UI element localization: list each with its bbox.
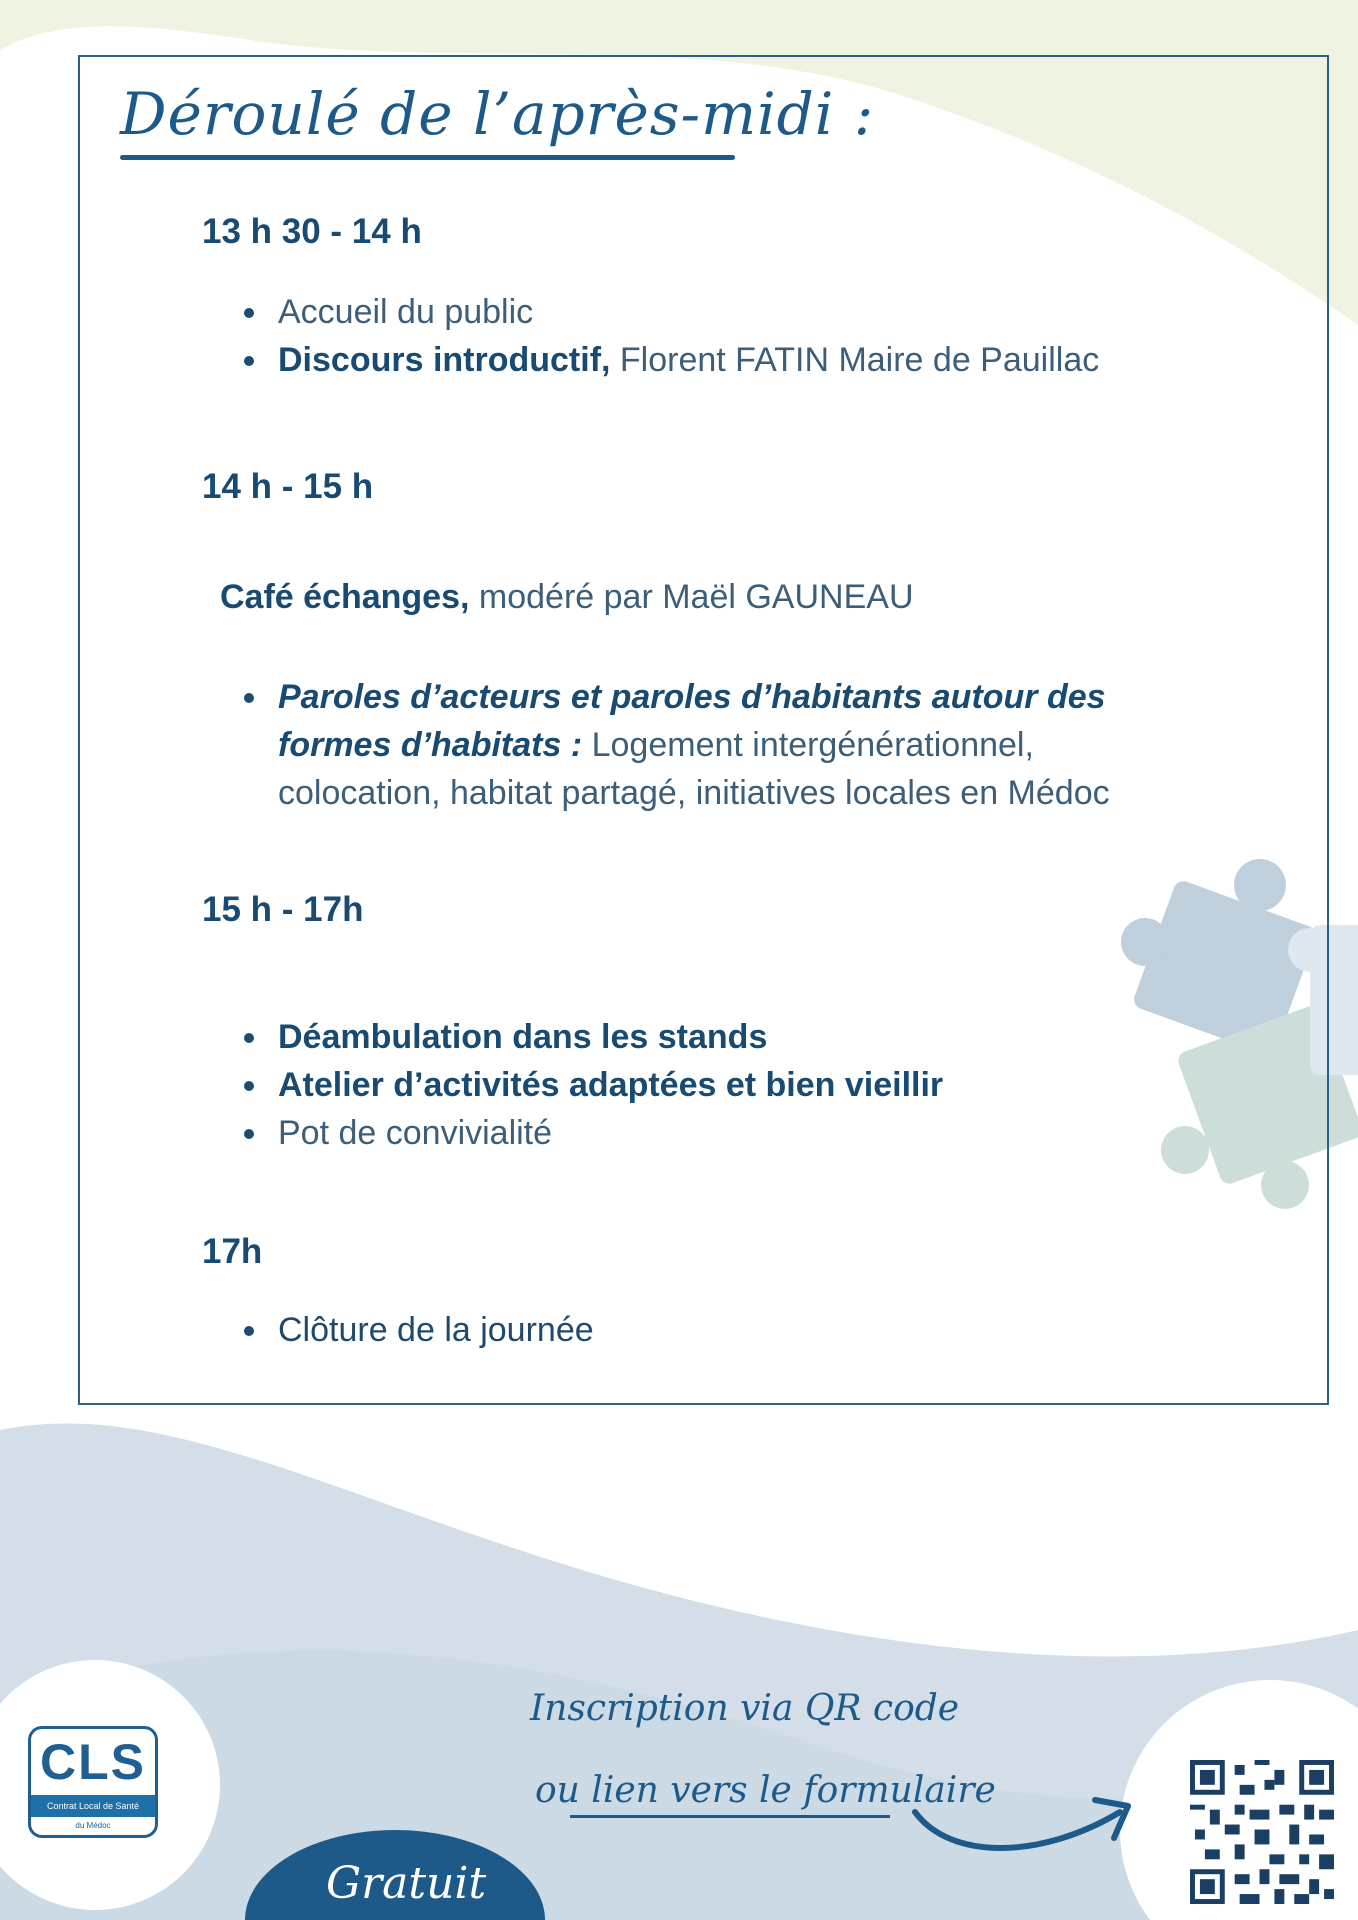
list-item: Atelier d’activités adaptées et bien vieillir (240, 1061, 1160, 1109)
list-item: Clôture de la journée (240, 1306, 1160, 1354)
time-slot-1: 13 h 30 - 14 h (202, 212, 422, 251)
title-underline (120, 155, 735, 160)
link-underline (570, 1815, 890, 1818)
slot-3-list (240, 1013, 1160, 1157)
list-item: Paroles d’acteurs et paroles d’habitants autour des formes d’habitats : Logement intergénérationnel, colocation, habitat partagé, initiatives locales en Médoc (240, 673, 1160, 817)
slot-1-list (240, 288, 1160, 384)
slot-4-list (240, 1306, 1160, 1354)
gratuit-label: Gratuit (326, 1858, 487, 1909)
list-item: Pot de convivialité (240, 1109, 1160, 1157)
list-item: Déambulation dans les stands (240, 1013, 1160, 1061)
logo-name: Contrat Local de Santé (31, 1795, 155, 1817)
slot-2-list (240, 673, 1160, 817)
time-slot-4: 17h (202, 1232, 263, 1271)
logo-abbr: CLS (40, 1734, 146, 1790)
qr-code[interactable] (1190, 1760, 1334, 1904)
cls-logo (28, 1726, 158, 1838)
cafe-echanges-line: Café échanges, modéré par Maël GAUNEAU (220, 578, 914, 616)
time-slot-2: 14 h - 15 h (202, 467, 374, 506)
logo-region: du Médoc (75, 1821, 111, 1830)
inscription-text: Inscription via QR code (530, 1688, 960, 1729)
page-title: Déroulé de l’après-midi : (120, 80, 875, 148)
time-slot-3: 15 h - 17h (202, 890, 364, 929)
list-item: Accueil du public (240, 288, 1160, 336)
form-link[interactable]: ou lien vers le formulaire (535, 1770, 996, 1811)
list-item: Discours introductif, Florent FATIN Maire de Pauillac (240, 336, 1160, 384)
